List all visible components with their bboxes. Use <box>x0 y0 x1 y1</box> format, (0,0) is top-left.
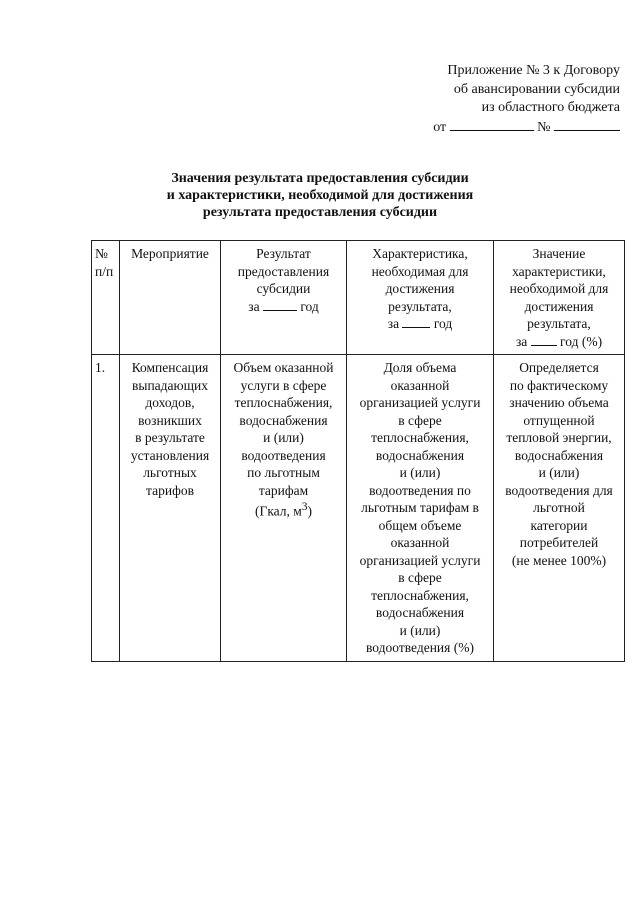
appendix-line-2: об авансировании субсидии <box>453 81 620 97</box>
year-prefix: за <box>387 316 400 331</box>
cell-characteristic-line: теплоснабжения, <box>371 587 469 603</box>
header-value-line: характеристики, <box>512 263 606 279</box>
number-sign: № <box>537 119 551 135</box>
cell-characteristic-line: водоснабжения <box>375 447 465 463</box>
date-prefix: от <box>433 119 447 135</box>
header-event-line: Мероприятие <box>131 246 209 261</box>
year-blank <box>531 333 557 346</box>
cell-result-unit <box>223 499 344 520</box>
cell-characteristic <box>347 355 494 662</box>
cell-value-line: водоотведения для <box>505 482 613 498</box>
cell-event-line: льготных <box>143 465 197 480</box>
cell-characteristic-line: оказанной <box>390 535 450 550</box>
cell-value-line: (не менее 100%) <box>511 552 607 568</box>
cell-value-line: категории <box>530 517 588 533</box>
header-num-line: п/п <box>95 263 114 279</box>
cell-value-line: льготной <box>533 500 585 515</box>
header-result-line: субсидии <box>256 281 311 296</box>
title-line-2: и характеристики, необходимой для достижения <box>166 188 474 203</box>
header-event <box>120 241 221 355</box>
cell-characteristic-line: общем объеме <box>378 517 462 533</box>
cell-value <box>494 355 625 662</box>
header-characteristic-year <box>349 315 491 333</box>
cell-characteristic-line: и (или) <box>399 622 441 638</box>
unit-text: (Гкал, м <box>255 503 302 519</box>
header-characteristic-line: результата, <box>388 298 452 314</box>
cell-value-line: водоснабжения <box>514 447 604 463</box>
cell-num: 1. <box>92 355 120 662</box>
cell-result-line: тарифам <box>258 482 309 498</box>
header-result-line: Результат <box>256 246 311 261</box>
header-value-line: результата, <box>527 316 591 331</box>
header-characteristic-line: необходимая для <box>371 263 469 279</box>
cell-value-line: значению объема <box>509 395 609 410</box>
header-value <box>494 241 625 355</box>
document-title <box>90 170 550 221</box>
cell-characteristic-line: и (или) <box>399 465 441 480</box>
header-characteristic <box>347 241 494 355</box>
header-value-line: необходимой для <box>509 281 609 296</box>
cell-result-line: теплоснабжения, <box>234 395 333 410</box>
cell-value-line: Определяется <box>519 360 599 375</box>
title-line-3: результата предоставления субсидии <box>202 205 438 220</box>
cell-characteristic-line: льготным тарифам в <box>361 500 479 515</box>
cell-characteristic-line: в сфере <box>398 570 442 585</box>
header-num <box>92 241 120 355</box>
header-characteristic-line: достижения <box>385 281 455 296</box>
cell-value-line: и (или) <box>538 465 580 480</box>
cell-result-line: по льготным <box>247 465 320 480</box>
cell-characteristic-line: организацией услуги <box>359 395 481 410</box>
cell-result-line: Объем оказанной <box>233 360 334 375</box>
year-suffix: год <box>433 316 453 331</box>
results-table <box>91 240 625 662</box>
cell-event-line: в результате <box>135 430 205 445</box>
cell-result-line: и (или) <box>263 430 304 445</box>
cell-value-line: потребителей <box>519 535 599 550</box>
header-num-line: № <box>95 246 108 261</box>
cell-value-line: отпущенной <box>523 412 595 428</box>
year-suffix: год (%) <box>560 333 603 349</box>
cell-event-line: выпадающих <box>132 377 208 393</box>
appendix-line-3: из областного бюджета <box>481 100 620 115</box>
cell-value-line: по фактическому <box>509 377 609 393</box>
unit-close: ) <box>307 503 312 519</box>
cell-characteristic-line: в сфере <box>398 412 442 428</box>
appendix-header <box>410 62 620 137</box>
cell-characteristic-line: Доля объема <box>383 360 457 375</box>
cell-event-line: возникших <box>138 412 202 428</box>
year-prefix: за <box>248 298 260 314</box>
title-line-1: Значения результата предоставления субсидии <box>171 171 469 186</box>
cell-event <box>120 355 221 662</box>
cell-event-line: установления <box>130 447 210 463</box>
cell-characteristic-line: водоотведения по <box>369 482 471 498</box>
year-blank <box>263 298 297 311</box>
date-blank <box>450 118 534 131</box>
cell-result <box>221 355 347 662</box>
cell-characteristic-line: организацией услуги <box>359 552 481 568</box>
cell-value-line: тепловой энергии, <box>506 430 612 445</box>
cell-event-line: тарифов <box>146 482 194 498</box>
number-blank <box>554 118 620 131</box>
cell-characteristic-line: оказанной <box>390 377 450 393</box>
table-row <box>92 355 625 662</box>
header-result-year <box>223 298 344 316</box>
header-value-line: Значение <box>532 246 586 261</box>
cell-characteristic-line: водоотведения (%) <box>366 640 474 655</box>
table-header-row <box>92 241 625 355</box>
cell-result-line: водоотведения <box>241 447 326 463</box>
header-value-year <box>496 333 622 351</box>
year-blank <box>402 315 430 328</box>
cell-characteristic-line: водоснабжения <box>375 605 465 620</box>
cell-characteristic-line: теплоснабжения, <box>371 430 469 445</box>
cell-result-line: услуги в сфере <box>240 377 327 393</box>
header-value-line: достижения <box>524 298 594 314</box>
unit-superscript: 3 <box>301 501 308 513</box>
header-characteristic-line: Характеристика, <box>372 246 468 261</box>
cell-result-line: водоснабжения <box>239 412 328 428</box>
header-result <box>221 241 347 355</box>
year-prefix: за <box>515 333 528 349</box>
year-suffix: год <box>300 298 319 314</box>
cell-event-line: Компенсация <box>131 360 209 375</box>
appendix-line-1: Приложение № 3 к Договору <box>447 63 620 78</box>
header-result-line: предоставления <box>237 263 330 279</box>
cell-event-line: доходов, <box>145 395 195 410</box>
appendix-date-number-line <box>410 118 620 138</box>
